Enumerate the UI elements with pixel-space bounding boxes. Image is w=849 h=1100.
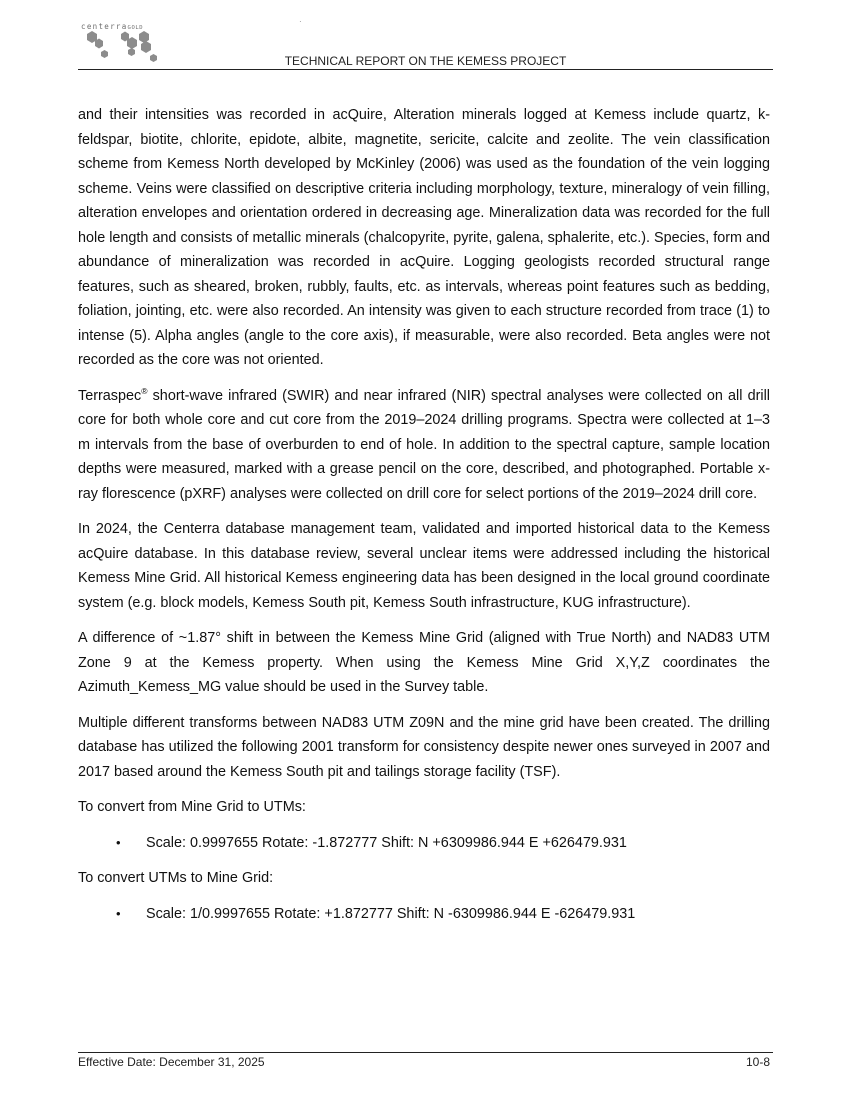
- page-header: [78, 17, 773, 70]
- header-rule: [78, 69, 773, 70]
- paragraph-utm-to-mine: To convert UTMs to Mine Grid:: [78, 870, 274, 886]
- list-item: [78, 831, 770, 856]
- paragraph-grid-shift: A difference of ~1.87° shift in between the Kemess Mine Grid (aligned with True North) and NAD83 UTM Zone 9 at the Kemess property. When using the Kemess Mine Grid X,Y,Z coordinates the Azimuth_Kemess_MG value should be used in the Survey table.: [78, 630, 770, 695]
- paragraph-mine-to-utm: To convert from Mine Grid to UTMs:: [78, 799, 306, 815]
- paragraph-logging: and their intensities was recorded in acQuire, Alteration minerals logged at Kemess include quartz, k-feldspar, biotite, chlorite, epidote, albite, magnetite, sericite, calcite and zeolite. The vein classification scheme from Kemess North developed by McKinley (2006) was used as the foundation of the vein logging scheme. Veins were classified on descriptive criteria including morphology, texture, mineralogy of vein filling, alteration envelopes and orientation ordered in decreasing age. Mineralization data was recorded for the full hole length and consists of metallic minerals (chalcopyrite, pyrite, galena, sphalerite, etc.). Species, form and abundance of mineralization was recorded in acQuire. Logging geologists recorded structural range features, such as sheared, broken, rubbly, faults, etc. as intervals, whereas point features such as bedding, foliation, jointing, etc. were also recorded. An intensity was given to each structure recorded from trace (1) to intense (5). Alpha angles (angle to the core axis), if measurable, were also recorded. Beta angles were not recorded as the core was not oriented.: [78, 107, 770, 368]
- effective-date: Effective Date: December 31, 2025: [78, 1055, 265, 1069]
- report-title: TECHNICAL REPORT ON THE KEMESS PROJECT: [284, 54, 567, 68]
- main-content: [78, 103, 770, 937]
- bullet-icon: •: [116, 905, 121, 921]
- paragraph-database-review: In 2024, the Centerra database management team, validated and imported historical data to the Kemess acQuire database. In this database review, several unclear items were addressed including the historical Kemess Mine Grid. All historical Kemess engineering data has been designed in the local ground coordinate system (e.g. block models, Kemess South pit, Kemess South infrastructure, KUG infrastructure).: [78, 521, 770, 611]
- paragraph-transforms: Multiple different transforms between NAD83 UTM Z09N and the mine grid have been created. The drilling database has utilized the following 2001 transform for consistency despite newer ones surveyed in 2007 and 2017 based around the Kemess South pit and tailings storage facility (TSF).: [78, 714, 770, 780]
- logo-wordmark: centerraGOLD: [81, 22, 144, 31]
- bullet-icon: •: [116, 834, 121, 850]
- footer-rule: [78, 1052, 773, 1053]
- paragraph-terraspec: Terraspec® short-wave infrared (SWIR) and near infrared (NIR) spectral analyses were collected on all drill core for both whole core and cut core from the 2019–2024 drilling programs. Spectra were collected at 1–3 m intervals from the base of overburden to end of hole. In addition to the spectral capture, sample location depths were measured, marked with a grease pencil on the core, described, and photographed. Portable x-ray florescence (pXRF) analyses were collected on drill core for select portions of the 2019–2024 drill core.: [78, 385, 770, 502]
- list-item: [78, 902, 770, 927]
- list-item-text: Scale: 1/0.9997655 Rotate: +1.872777 Shift: N -6309986.944 E -626479.931: [146, 905, 636, 922]
- stray-dot: ·: [299, 17, 302, 26]
- list-item-text: Scale: 0.9997655 Rotate: -1.872777 Shift: N +6309986.944 E +626479.931: [146, 834, 627, 851]
- page-number: 10-8: [745, 1055, 770, 1069]
